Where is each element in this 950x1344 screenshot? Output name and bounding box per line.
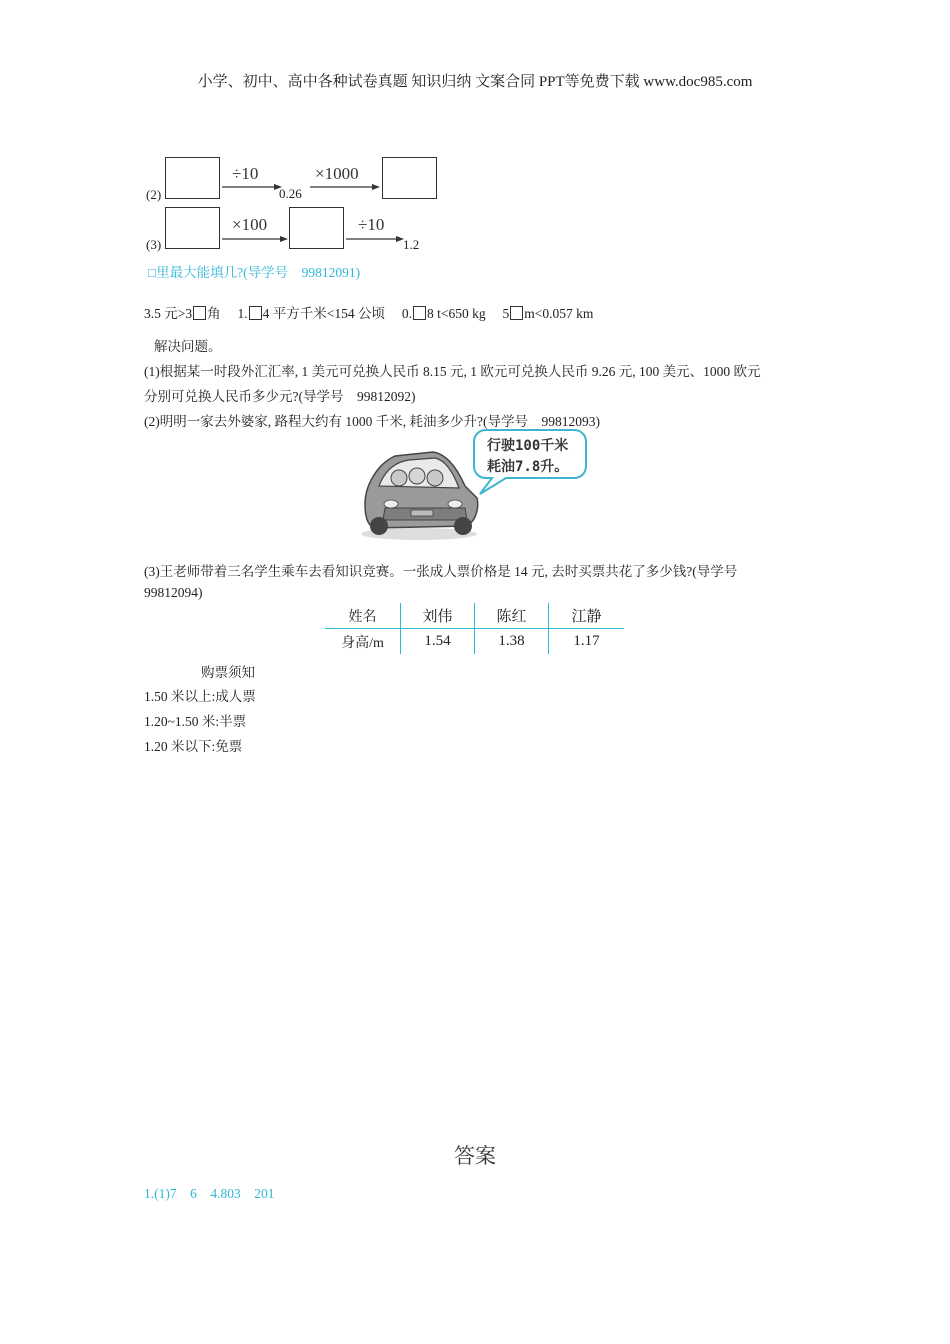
fill-item-1-after: 角 (207, 306, 221, 321)
answer-line-1: 1.(1)7 6 4.803 201 (144, 1186, 275, 1201)
row3-label: (3) (146, 237, 162, 252)
problem-3-line2: 99812094) (144, 585, 203, 600)
table-header-cell: 江静 (549, 603, 625, 629)
row2-arrow1 (222, 182, 282, 192)
table-row (325, 629, 624, 655)
row2-mid-value: 0.26 (279, 186, 302, 201)
row3-end-value: 1.2 (403, 237, 420, 252)
notice-line: 1.50 米以上:成人票 (144, 689, 256, 704)
row2-label: (2) (146, 187, 162, 202)
notice-line: 1.20 米以下:免票 (144, 739, 243, 754)
row2-box-start (165, 157, 220, 199)
car-illustration (355, 446, 485, 542)
row2-box-end (382, 157, 437, 199)
answer-title: 答案 (454, 1144, 496, 1168)
fill-items (144, 302, 593, 322)
fill-item-3-before: 0. (401, 306, 412, 321)
row3-arrow1 (222, 234, 288, 244)
table-header-row (325, 603, 624, 629)
height-table (325, 603, 624, 654)
row3-box-start (165, 207, 220, 249)
problem-1-line2: 分别可兑换人民币多少元?(导学号 99812092) (144, 389, 416, 404)
fill-question-text: □里最大能填几?(导学号 99812091) (148, 265, 361, 280)
row2-op2: ×1000 (315, 164, 359, 183)
table-header-cell: 姓名 (325, 603, 401, 629)
table-cell: 1.17 (573, 633, 600, 649)
fill-question-title (148, 261, 360, 281)
table-cell: 1.54 (401, 629, 475, 655)
blank-square (249, 306, 262, 320)
bubble-line-2: 耗油7.8升。 (487, 459, 569, 475)
blank-square (413, 306, 426, 320)
row3-box-mid (289, 207, 344, 249)
blank-square (193, 306, 206, 320)
problem-3-line1: (3)王老师带着三名学生乘车去看知识竞赛。一张成人票价格是 14 元, 去时买票共花了多少钱?(导学号 (144, 564, 738, 579)
fill-item-3-after: 8 t<650 kg (427, 306, 486, 321)
problem-2: (2)明明一家去外婆家, 路程大约有 1000 千米, 耗油多少升?(导学号 99812093) (144, 414, 600, 429)
row3-op2: ÷10 (358, 215, 385, 234)
problem-1-line1: (1)根据某一时段外汇汇率, 1 美元可兑换人民币 8.15 元, 1 欧元可兑换人民币 9.26 元, 100 美元、1000 欧元 (144, 364, 761, 379)
section-title: 解决问题。 (154, 339, 222, 354)
table-header-cell: 陈红 (475, 603, 549, 629)
bubble-line-1: 行驶100千米 (487, 438, 569, 454)
site-header: 小学、初中、高中各种试卷真题 知识归纳 文案合同 PPT等免费下载 www.doc985.com (197, 74, 753, 90)
table-header-cell: 刘伟 (401, 603, 475, 629)
row3-arrow2 (346, 234, 404, 244)
table-cell: 1.38 (475, 629, 549, 655)
row2-arrow2 (310, 182, 380, 192)
notice-title: 购票须知 (201, 665, 255, 680)
row3-op1: ×100 (232, 215, 268, 234)
fill-item-4-before: 5 (502, 306, 510, 321)
fill-item-2-after: 4 平方千米<154 公顷 (262, 306, 385, 321)
notice-line: 1.20~1.50 米:半票 (144, 714, 247, 729)
blank-square (510, 306, 523, 320)
table-cell: 身高/m (325, 629, 401, 655)
fill-item-4-after: m<0.057 km (524, 306, 594, 321)
row2-op1: ÷10 (232, 164, 259, 183)
fill-item-2-before: 1. (237, 306, 248, 321)
fill-item-1-before: 3.5 元>3 (144, 306, 193, 321)
